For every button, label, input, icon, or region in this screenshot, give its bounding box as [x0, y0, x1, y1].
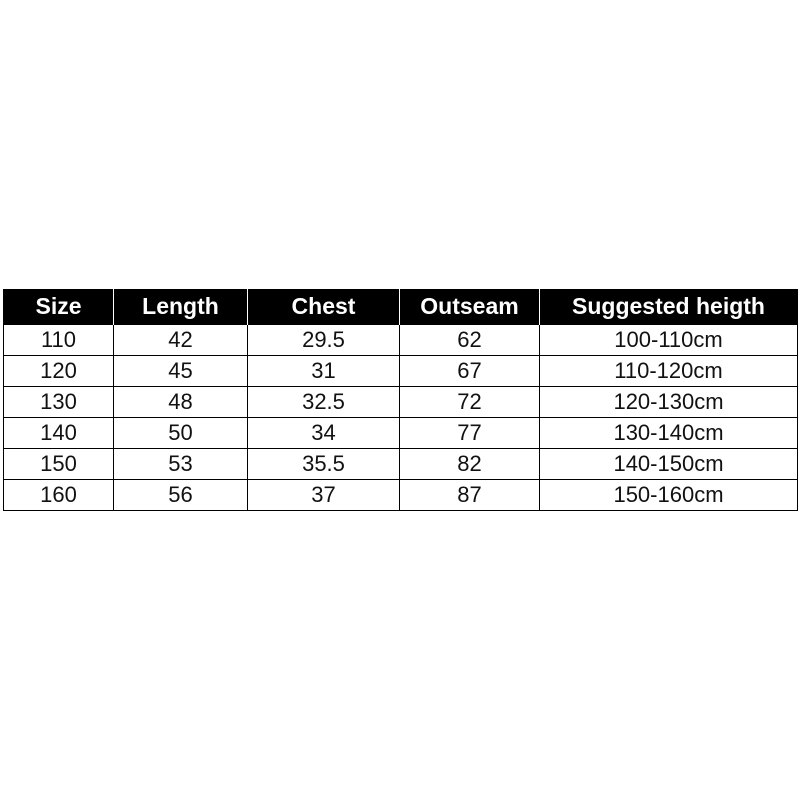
cell-length: 42 [114, 325, 248, 356]
cell-chest: 35.5 [248, 449, 400, 480]
cell-suggested-height: 140-150cm [540, 449, 798, 480]
cell-outseam: 72 [400, 387, 540, 418]
cell-suggested-height: 150-160cm [540, 480, 798, 511]
header-row [4, 289, 798, 325]
table-row [4, 418, 798, 449]
cell-outseam: 67 [400, 356, 540, 387]
cell-suggested-height: 120-130cm [540, 387, 798, 418]
cell-chest: 31 [248, 356, 400, 387]
cell-suggested-height: 130-140cm [540, 418, 798, 449]
cell-length: 50 [114, 418, 248, 449]
cell-length: 48 [114, 387, 248, 418]
cell-length: 45 [114, 356, 248, 387]
cell-chest: 29.5 [248, 325, 400, 356]
table-row [4, 325, 798, 356]
table-row [4, 480, 798, 511]
cell-chest: 34 [248, 418, 400, 449]
cell-size: 150 [4, 449, 114, 480]
cell-size: 130 [4, 387, 114, 418]
cell-outseam: 82 [400, 449, 540, 480]
cell-outseam: 62 [400, 325, 540, 356]
cell-chest: 37 [248, 480, 400, 511]
cell-size: 120 [4, 356, 114, 387]
cell-chest: 32.5 [248, 387, 400, 418]
column-header-outseam: Outseam [400, 289, 540, 325]
cell-size: 140 [4, 418, 114, 449]
cell-outseam: 87 [400, 480, 540, 511]
size-chart-table [3, 289, 798, 511]
column-header-size: Size [4, 289, 114, 325]
table-row [4, 387, 798, 418]
column-header-length: Length [114, 289, 248, 325]
cell-length: 53 [114, 449, 248, 480]
cell-size: 110 [4, 325, 114, 356]
cell-suggested-height: 110-120cm [540, 356, 798, 387]
cell-length: 56 [114, 480, 248, 511]
cell-size: 160 [4, 480, 114, 511]
cell-suggested-height: 100-110cm [540, 325, 798, 356]
column-header-chest: Chest [248, 289, 400, 325]
cell-outseam: 77 [400, 418, 540, 449]
table-row [4, 356, 798, 387]
table-row [4, 449, 798, 480]
column-header-suggested-height: Suggested heigth [540, 289, 798, 325]
